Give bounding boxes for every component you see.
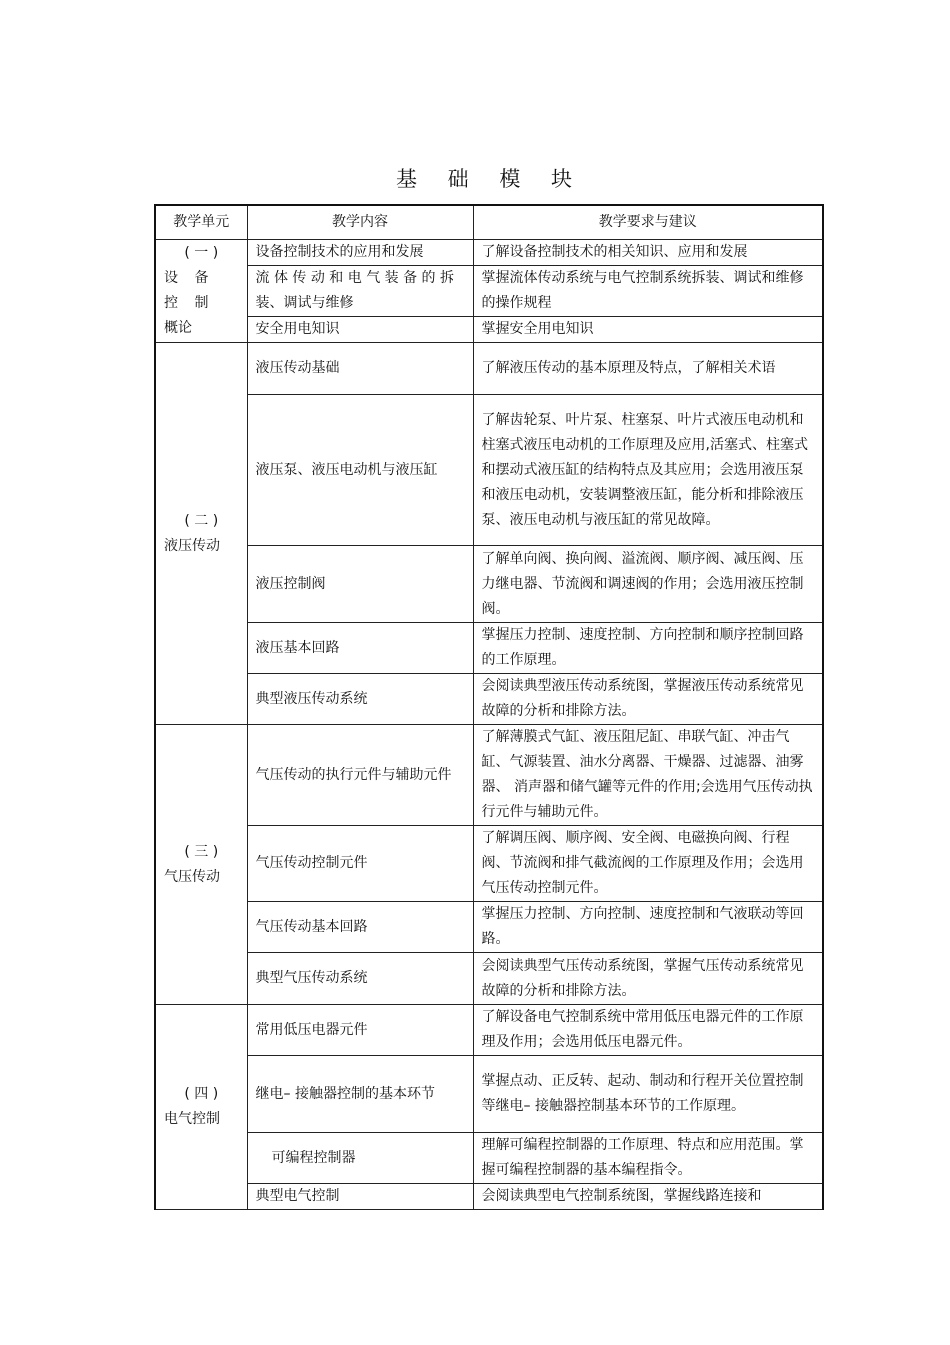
requirement-cell: 掌握压力控制、方向控制、速度控制和气液联动等回路。 [473,902,823,953]
content-cell: 继电– 接触器控制的基本环节 [247,1056,473,1133]
unit-name-line: 设 备 控 制 [164,270,215,311]
unit-number: ( 四 ) [184,1086,219,1102]
table-row [155,395,823,546]
unit-number: ( 二 ) [184,512,219,529]
requirement-cell: 掌握流体传动系统与电气控制系统拆装、调试和维修的操作规程 [473,266,823,317]
content-cell: 典型电气控制 [247,1184,473,1210]
requirement-cell: 了解单向阀、换向阀、溢流阀、顺序阀、减压阀、压力继电器、节流阀和调速阀的作用；会选用液压控制阀。 [473,546,823,623]
content-cell: 安全用电知识 [247,317,473,343]
content-cell: 流 体 传 动 和 电 气 装 备 的 拆 装、调试与维修 [247,266,473,317]
table-row [155,826,823,902]
table-row [155,343,823,395]
content-cell: 气压传动基本回路 [247,902,473,953]
table-row [155,1056,823,1133]
content-cell: 常用低压电器元件 [247,1005,473,1056]
unit-number: ( 三 ) [184,843,219,860]
requirement-cell: 了解设备电气控制系统中常用低压电器元件的工作原理及作用；会选用低压电器元件。 [473,1005,823,1056]
table-row [155,953,823,1005]
unit-cell [155,240,247,343]
unit-name-line: 电气控制 [164,1111,220,1127]
table-row [155,1133,823,1184]
requirement-cell: 理解可编程控制器的工作原理、特点和应用范围。掌握可编程控制器的基本编程指令。 [473,1133,823,1184]
header-content: 教学内容 [247,205,473,240]
requirement-cell: 了解薄膜式气缸、液压阻尼缸、串联气缸、冲击气缸、气源装置、油水分离器、干燥器、过滤器、油雾器、 消声器和储气罐等元件的作用;会选用气压传动执行元件与辅助元件。 [473,725,823,826]
table-row [155,546,823,623]
table-row [155,1005,823,1056]
content-cell: 液压控制阀 [247,546,473,623]
requirement-cell: 了解调压阀、顺序阀、安全阀、电磁换向阀、行程阀、节流阀和排气截流阀的工作原理及作用；会选用气压传动控制元件。 [473,826,823,902]
content-cell: 液压泵、液压电动机与液压缸 [247,395,473,546]
table-row [155,266,823,317]
table-row [155,902,823,953]
requirement-cell: 掌握压力控制、速度控制、方向控制和顺序控制回路的工作原理。 [473,623,823,674]
requirement-cell: 掌握点动、正反转、起动、制动和行程开关位置控制等继电– 接触器控制基本环节的工作原理。 [473,1056,823,1133]
requirement-cell: 了解齿轮泵、叶片泵、柱塞泵、叶片式液压电动机和柱塞式液压电动机的工作原理及应用,活塞式、柱塞式和摆动式液压缸的结构特点及其应用；会选用液压泵和液压电动机，安装调整液压缸，能分析和排除液压泵、液压电动机与液压缸的常见故障。 [473,395,823,546]
unit-name-line: 液压传动 [164,537,220,554]
header-requirements: 教学要求与建议 [473,205,823,240]
unit-number: ( 一 ) [184,245,219,261]
content-cell: 气压传动的执行元件与辅助元件 [247,725,473,826]
content-cell: 典型液压传动系统 [247,674,473,725]
table-row [155,725,823,826]
unit-cell [155,1005,247,1210]
unit-cell [155,343,247,725]
requirement-cell: 了解设备控制技术的相关知识、应用和发展 [473,240,823,266]
requirement-cell: 会阅读典型气压传动系统图，掌握气压传动系统常见故障的分析和排除方法。 [473,953,823,1005]
content-cell: 典型气压传动系统 [247,953,473,1005]
content-cell: 液压传动基础 [247,343,473,395]
table-row [155,623,823,674]
table-row [155,674,823,725]
requirement-cell: 会阅读典型电气控制系统图，掌握线路连接和 [473,1184,823,1210]
unit-name-line: 概论 [164,320,192,336]
table-row [155,1184,823,1210]
requirement-cell: 会阅读典型液压传动系统图，掌握液压传动系统常见故障的分析和排除方法。 [473,674,823,725]
content-cell: 液压基本回路 [247,623,473,674]
requirement-cell: 了解液压传动的基本原理及特点，了解相关术语 [473,343,823,395]
table-row [155,240,823,266]
requirement-cell: 掌握安全用电知识 [473,317,823,343]
table-row [155,317,823,343]
table-header-row [155,205,823,240]
content-cell: 设备控制技术的应用和发展 [247,240,473,266]
curriculum-table [154,204,824,1210]
unit-name-line: 气压传动 [164,868,220,885]
header-unit: 教学单元 [155,205,247,240]
content-cell: 可编程控制器 [247,1133,473,1184]
content-cell: 气压传动控制元件 [247,826,473,902]
page-title: 基 础 模 块 [395,167,585,191]
unit-cell [155,725,247,1005]
